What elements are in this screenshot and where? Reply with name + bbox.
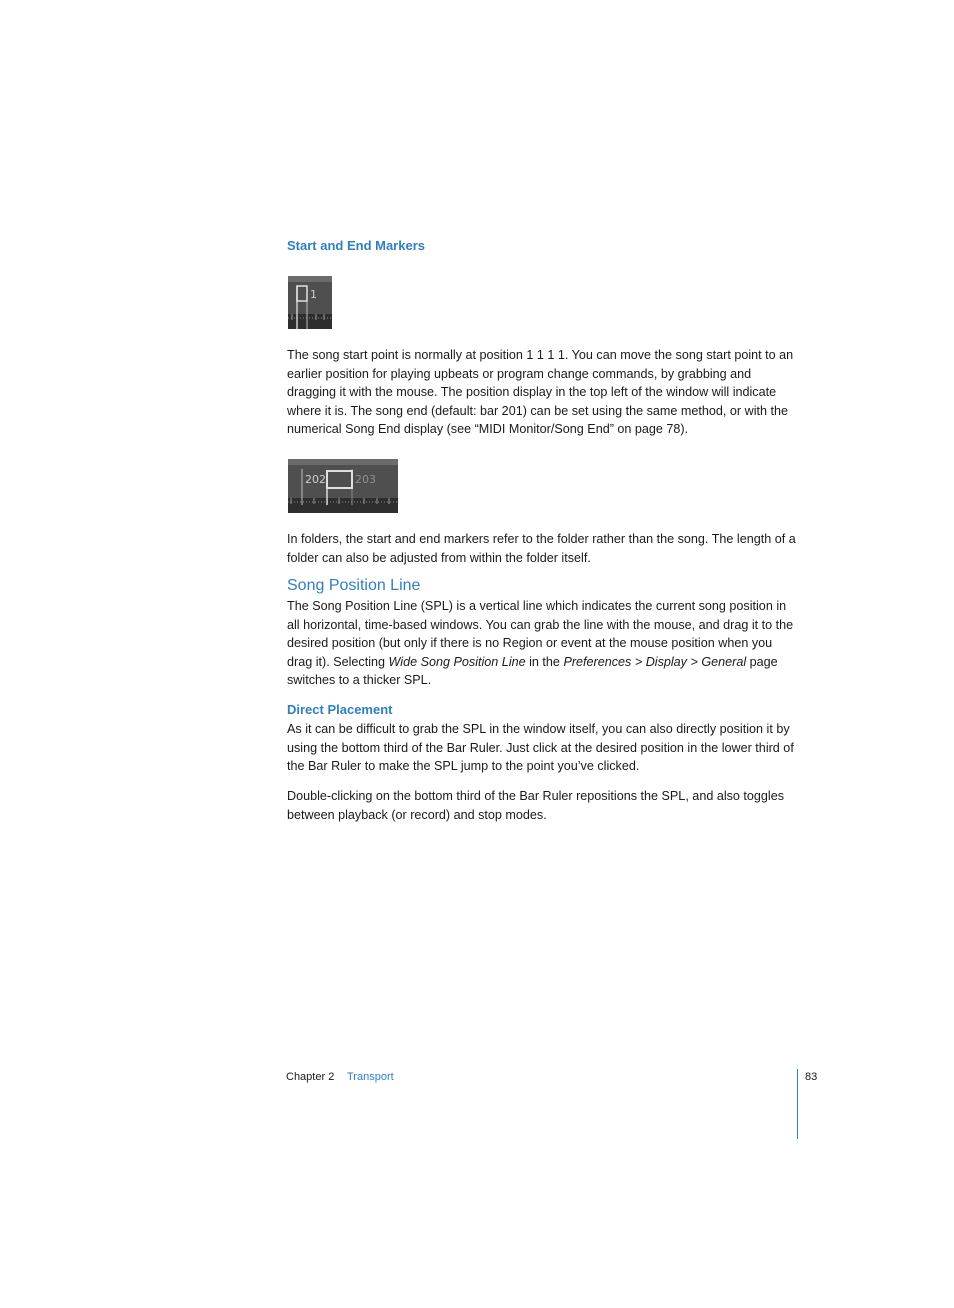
end-marker-label-right: 203 (355, 473, 376, 486)
section-heading-start-end-markers: Start and End Markers (287, 238, 425, 253)
paragraph-spl (287, 597, 797, 690)
paragraph-spl-italic-preferences-path: Preferences > Display > General (563, 654, 747, 669)
footer-chapter-label: Chapter 2 (286, 1071, 335, 1083)
footer-page-number: 83 (805, 1071, 818, 1083)
paragraph-spl-part1: The Song Position Line (SPL) is a vertical line which indicates the current song position in all horizontal, time-based windows. You can grab the line with the mouse, and drag it to the desired position (but only if there is no Region or event at the mouse position when you drag it). Selecting (287, 599, 794, 669)
start-marker-ruler-image (288, 276, 332, 329)
paragraph-direct-placement: As it can be difficult to grab the SPL in the window itself, you can also directly position it by using the bottom third of the Bar Ruler. Just click at the desired position in the lower third of the Bar Ruler to make the SPL jump to the point you’ve clicked. (287, 722, 794, 773)
start-marker-screenshot (288, 276, 332, 329)
start-marker-label: 1 (310, 288, 317, 301)
end-marker-ruler-image (288, 459, 398, 513)
footer-divider (797, 1069, 798, 1139)
footer-chapter-title: Transport (347, 1071, 394, 1083)
section-heading-direct-placement: Direct Placement (287, 702, 393, 717)
paragraph-double-click: Double-clicking on the bottom third of the Bar Ruler repositions the SPL, and also toggles between playback (or record) and stop modes. (287, 789, 785, 822)
paragraph-spl-part2: in the (525, 654, 564, 669)
paragraph-folders: In folders, the start and end markers refer to the folder rather than the song. The length of a folder can also be adjusted from within the folder itself. (287, 532, 796, 565)
paragraph-spl-part3: page switches to a thicker SPL. (287, 654, 778, 687)
section-heading-song-position-line: Song Position Line (287, 577, 421, 594)
end-marker-screenshot (288, 459, 398, 513)
paragraph-song-start: The song start point is normally at position 1 1 1 1. You can move the song start point to an earlier position for playing upbeats or program change commands, by grabbing and dragging it with the mouse. The position display in the top left of the window will indicate where it is. The song end (default: bar 201) can be set using the same method, or with the numerical Song End display (see “MIDI Monitor/Song End” on page 78). (287, 348, 794, 436)
end-marker-label-left: 202 (305, 473, 326, 486)
paragraph-spl-italic-wide-spl: Wide Song Position Line (388, 654, 526, 669)
